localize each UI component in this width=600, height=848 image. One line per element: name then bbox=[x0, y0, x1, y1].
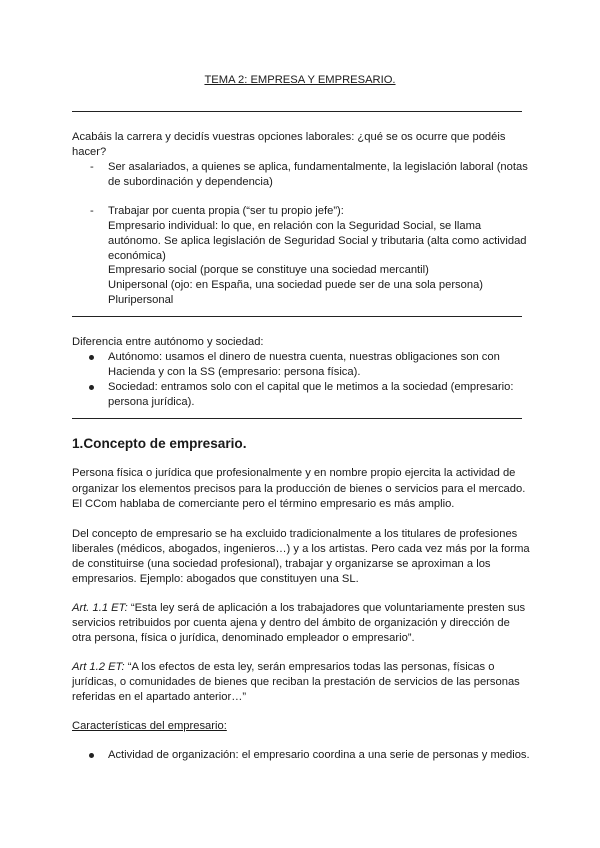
option-self-employed-line: Empresario social (porque se constituye una sociedad mercantil) bbox=[108, 264, 429, 276]
paragraph-line: empresarios. Ejemplo: abogados que constituyen una SL. bbox=[72, 573, 359, 585]
dash-marker: - bbox=[90, 161, 94, 173]
option-salaried-cont: de subordinación y dependencia) bbox=[108, 176, 273, 188]
dash-marker: - bbox=[90, 205, 94, 217]
paragraph-line: liberales (médicos, abogados, ingenieros…) y a los artistas. Pero cada vez más por la forma bbox=[72, 543, 530, 555]
bullet-sociedad-cont: persona jurídica). bbox=[108, 396, 195, 408]
option-self-employed-line: autónomo. Se aplica legislación de Seguridad Social y tributaria (alta como actividad bbox=[108, 235, 527, 247]
bullet-sociedad: Sociedad: entramos solo con el capital que le metimos a la sociedad (empresario: bbox=[108, 381, 514, 393]
section-heading: 1.Concepto de empresario. bbox=[72, 436, 247, 451]
article-text: “A los efectos de esta ley, serán empresarios todas las personas, físicas o bbox=[124, 661, 495, 673]
option-self-employed-line: económica) bbox=[108, 250, 166, 262]
intro-question-cont: hacer? bbox=[72, 146, 107, 158]
bullet-dot bbox=[89, 355, 94, 360]
bullet-organizacion: Actividad de organización: el empresario coordina a una serie de personas y medios. bbox=[108, 749, 530, 761]
option-salaried: Ser asalariados, a quienes se aplica, fundamentalmente, la legislación laboral (notas bbox=[108, 161, 528, 173]
article-line: servicios retribuidos por cuenta ajena y dentro del ámbito de organización y dirección de bbox=[72, 617, 510, 629]
article-1-1 bbox=[72, 601, 525, 616]
article-ref: Art. 1.1 ET: bbox=[72, 602, 128, 614]
intro-question: Acabáis la carrera y decidís vuestras opciones laborales: ¿qué se os ocurre que podéis bbox=[72, 131, 506, 143]
characteristics-heading: Características del empresario: bbox=[72, 720, 227, 732]
option-self-employed-line: Empresario individual: lo que, en relación con la Seguridad Social, se llama bbox=[108, 220, 482, 232]
article-ref: Art 1.2 ET: bbox=[72, 661, 125, 673]
document-title: TEMA 2: EMPRESA Y EMPRESARIO. bbox=[204, 74, 396, 86]
article-line: jurídicas, o comunidades de bienes que reciban la prestación de servicios de las personas bbox=[72, 676, 520, 688]
difference-heading: Diferencia entre autónomo y sociedad: bbox=[72, 336, 264, 348]
divider-line bbox=[72, 418, 522, 419]
article-line: referidas en el apartado anterior…” bbox=[72, 691, 247, 703]
bullet-dot bbox=[89, 385, 94, 390]
bullet-autonomo-cont: Hacienda y con la SS (empresario: persona física). bbox=[108, 366, 361, 378]
paragraph-line: Del concepto de empresario se ha excluido tradicionalmente a los titulares de profesiones bbox=[72, 528, 518, 540]
article-1-2 bbox=[72, 660, 494, 675]
bullet-autonomo: Autónomo: usamos el dinero de nuestra cuenta, nuestras obligaciones son con bbox=[108, 351, 500, 363]
divider-line bbox=[72, 111, 522, 112]
bullet-dot bbox=[89, 753, 94, 758]
paragraph-line: organizar los elementos precisos para la producción de bienes o servicios para el mercado. bbox=[72, 483, 526, 495]
article-text: “Esta ley será de aplicación a los trabajadores que voluntariamente presten sus bbox=[127, 602, 526, 614]
article-line: otra persona, física o jurídica, denominado empleador o empresario”. bbox=[72, 632, 415, 644]
paragraph-line: El CCom hablaba de comerciante pero el término empresario es más amplio. bbox=[72, 498, 455, 510]
paragraph-line: de constituirse (una sociedad profesional), trabajar y organizarse se aproximan a los bbox=[72, 558, 491, 570]
option-self-employed: Trabajar por cuenta propia (“ser tu propio jefe”): bbox=[108, 205, 344, 217]
paragraph-line: Persona física o jurídica que profesionalmente y en nombre propio ejercita la actividad de bbox=[72, 467, 516, 479]
option-self-employed-line: Unipersonal (ojo: en España, una sociedad puede ser de una sola persona) bbox=[108, 279, 484, 291]
option-self-employed-line: Pluripersonal bbox=[108, 294, 174, 306]
divider-line bbox=[72, 316, 522, 317]
